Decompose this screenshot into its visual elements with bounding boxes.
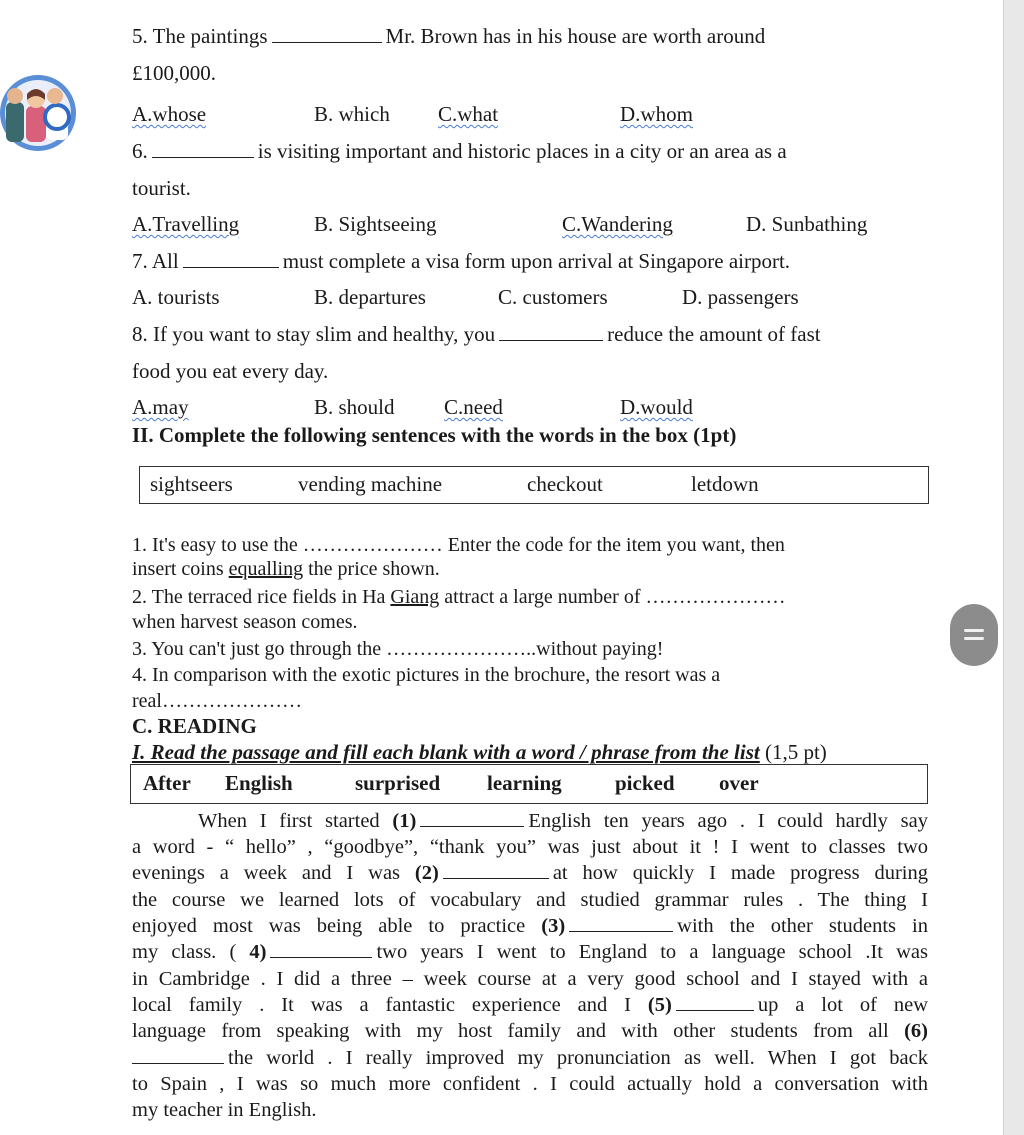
reading-word-item: English (225, 771, 293, 795)
passage-line: evenings a week and I was (2) at how quickly I made progress during (132, 862, 928, 884)
passage-line: local family . It was a fantastic experience and I (5) up a lot of new (132, 994, 928, 1016)
q5-option-b: B. which (314, 102, 390, 126)
passage-line: language from speaking with my host family and with other students from all (6) (132, 1020, 928, 1042)
q5-option-a: A.whose (132, 102, 207, 126)
section2-sentence-1-cont: insert coins equalling the price shown. (132, 558, 440, 580)
avatar-icon (0, 72, 78, 154)
reading-word-box (130, 764, 928, 804)
word-box-item: checkout (527, 472, 603, 496)
passage-line: the course we learned lots of vocabulary and studied grammar rules . The thing I (132, 889, 928, 911)
q8-option-d: D.would (620, 395, 693, 419)
passage-line: the world . I really improved my pronunciation as well. When I got back (132, 1045, 928, 1071)
q8-option-a: A.may (132, 395, 189, 419)
q6-stem: 6. is visiting important and historic places in a city or an area as a (132, 139, 787, 163)
scroll-handle[interactable] (950, 604, 998, 666)
reading-word-item: surprised (355, 771, 441, 795)
word-box-item: sightseers (150, 472, 233, 496)
section2-sentence-3: 3. You can't just go through the …………………..without paying! (132, 638, 664, 660)
passage-line: to Spain , I was so much more confident . I could actually hold a conversation with (132, 1073, 928, 1095)
q6-option-b: B. Sightseeing (314, 212, 437, 236)
q7-option-c: C. customers (498, 285, 608, 309)
passage-line: in Cambridge . I did a three – week course at a very good school and I stayed with a (132, 968, 928, 990)
q5-stem: 5. The paintings Mr. Brown has in his house are worth around (132, 24, 766, 48)
section2-sentence-2-cont: when harvest season comes. (132, 611, 358, 633)
word-box-item: vending machine (298, 472, 443, 496)
passage-line: a word - “ hello” , “goodbye”, “thank you” was just about it ! I went to classes two (132, 836, 928, 858)
word-box (139, 466, 929, 504)
reading-heading: C. READING (132, 714, 257, 738)
passage-line: When I first started (1) English ten years ago . I could hardly say (198, 810, 928, 832)
q8-option-c: C.need (444, 395, 503, 419)
q5-option-d: D.whom (620, 102, 693, 126)
passage-line: my class. ( 4) two years I went to England to a language school .It was (132, 941, 928, 963)
q6-option-c: C.Wandering (562, 212, 673, 236)
q5-stem-cont: £100,000. (132, 61, 216, 85)
q6-option-a: A.Travelling (132, 212, 240, 236)
section2-sentence-4: 4. In comparison with the exotic pictures in the brochure, the resort was a (132, 664, 721, 686)
reading-word-item: picked (615, 771, 675, 795)
passage-line: my teacher in English. (132, 1099, 317, 1121)
reading-word-item: After (143, 771, 191, 795)
q8-stem-cont: food you eat every day. (132, 359, 329, 383)
q7-option-b: B. departures (314, 285, 426, 309)
q7-option-d: D. passengers (682, 285, 799, 309)
reading-word-item: learning (487, 771, 562, 795)
reading-word-item: over (719, 771, 759, 795)
q6-option-d: D. Sunbathing (746, 212, 868, 236)
section2-sentence-1: 1. It's easy to use the ………………… Enter the code for the item you want, then (132, 534, 785, 556)
q5-option-c: C.what (438, 102, 499, 126)
word-box-item: letdown (691, 472, 759, 496)
q8-stem: 8. If you want to stay slim and healthy, you reduce the amount of fast (132, 322, 821, 346)
q7-stem: 7. All must complete a visa form upon arrival at Singapore airport. (132, 249, 791, 273)
section2-sentence-4-cont: real………………… (132, 690, 302, 712)
q6-stem-cont: tourist. (132, 176, 191, 200)
reading-instruction: I. Read the passage and fill each blank with a word / phrase from the list (1,5 pt) (132, 740, 827, 764)
section2-heading: II. Complete the following sentences with the words in the box (1pt) (132, 423, 737, 447)
section2-sentence-2: 2. The terraced rice fields in Ha Giang attract a large number of ………………… (132, 586, 786, 608)
passage-line: enjoyed most was being able to practice (3) with the other students in (132, 915, 928, 937)
right-edge-strip (1003, 0, 1024, 1135)
q8-option-b: B. should (314, 395, 395, 419)
q7-option-a: A. tourists (132, 285, 220, 309)
